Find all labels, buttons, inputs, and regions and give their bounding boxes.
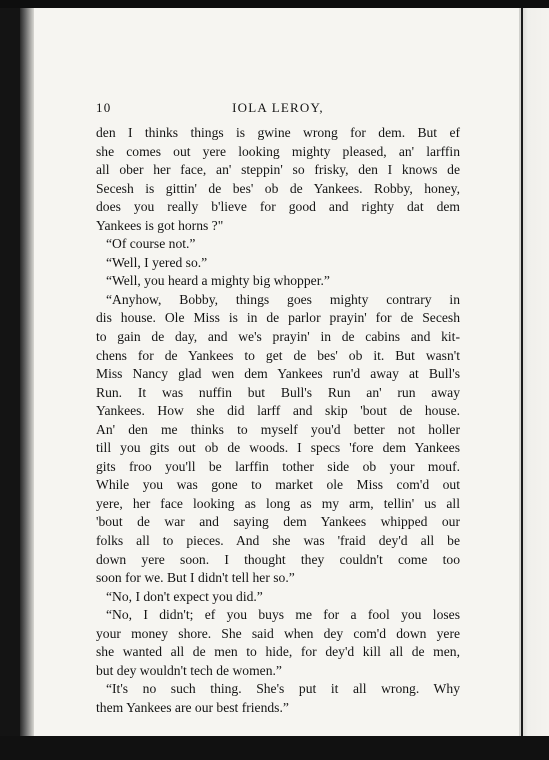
text-line: Yankees is got horns ?": [96, 217, 224, 233]
text-line: An' den me thinks to myself you'd better not holler: [96, 421, 460, 437]
text-line: While you was gone to market ole Miss com'd out: [96, 477, 460, 493]
text-line: soon for we. But I didn't tell her so.”: [96, 570, 295, 586]
text-line: Secesh is gittin' de bes' ob de Yankees. Robby, honey,: [96, 180, 460, 196]
text-line: but dey wouldn't tech de women.”: [96, 662, 282, 678]
page-number: 10: [96, 100, 112, 115]
scan-border-bottom: [0, 736, 549, 760]
text-line: 'bout de war and saying dem Yankees whipped our: [96, 514, 460, 530]
text-line: “Anyhow, Bobby, things goes mighty contrary in: [106, 291, 460, 307]
text-line: yere, her face looking as long as my arm, tellin' us all: [96, 495, 460, 511]
text-line: she comes out yere looking mighty pleased, an' larffin: [96, 143, 460, 159]
body-text: [96, 124, 460, 718]
text-line: Run. It was nuffin but Bull's Run an' run away: [96, 384, 460, 400]
text-line: “No, I don't expect you did.”: [106, 588, 263, 604]
text-line: Miss Nancy glad wen dem Yankees run'd away at Bull's: [96, 366, 460, 382]
text-line: gits froo you'll be larffin tother side ob your mouf.: [96, 458, 460, 474]
text-line: chens for de Yankees to get de bes' ob it. But wasn't: [96, 347, 460, 363]
page-fold-line: [521, 8, 523, 736]
page-gutter-shadow: [20, 8, 34, 736]
facing-page-edge: [519, 8, 549, 736]
scan-border-top: [0, 0, 549, 8]
text-line: your money shore. She said when dey com'd down yere: [96, 625, 460, 641]
text-line: “Well, you heard a mighty big whopper.”: [106, 273, 330, 289]
text-line: them Yankees are our best friends.”: [96, 699, 289, 715]
text-line: “Of course not.”: [106, 236, 196, 252]
text-line: “No, I didn't; ef you buys me for a fool you loses: [106, 607, 460, 623]
text-line: all ober her face, an' steppin' so frisky, den I knows de: [96, 162, 460, 178]
text-line: “Well, I yered so.”: [106, 254, 208, 270]
text-line: den I thinks things is gwine wrong for dem. But ef: [96, 125, 460, 140]
text-line: folks all to pieces. And she was 'fraid dey'd all be: [96, 533, 460, 549]
text-line: “It's no such thing. She's put it all wrong. Why: [106, 681, 460, 697]
text-line: to gain de day, and we's prayin' in de cabins and kit-: [96, 329, 460, 345]
text-line: Yankees. How she did larff and skip 'bout de house.: [96, 403, 460, 419]
running-header: [96, 100, 460, 118]
text-line: down yere soon. I thought they couldn't come too: [96, 551, 460, 567]
text-line: dis house. Ole Miss is in de parlor prayin' for de Secesh: [96, 310, 460, 326]
text-line: till you gits out ob de woods. I specs 'fore dem Yankees: [96, 440, 460, 456]
running-title: IOLA LEROY,: [232, 100, 324, 115]
text-line: does you really b'lieve for good and righty dat dem: [96, 199, 460, 215]
text-line: she wanted all de men to hide, for dey'd kill all de men,: [96, 644, 460, 660]
